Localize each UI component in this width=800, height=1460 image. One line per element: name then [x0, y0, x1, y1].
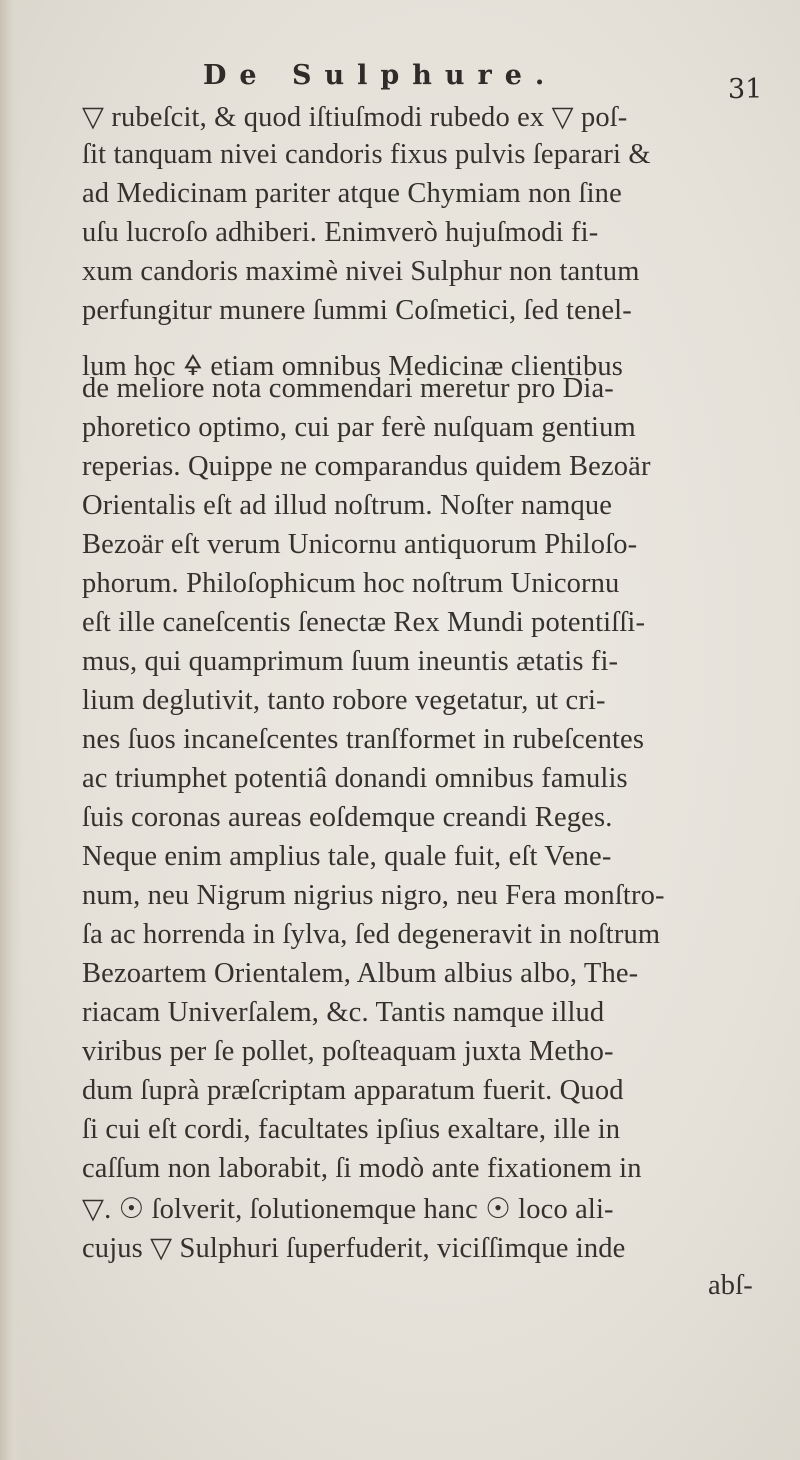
text-line: ſa ac horrenda in ſylva, ſed degeneravit in noſtrum [82, 919, 661, 950]
text-line: caſſum non laborabit, ſi modò ante fixationem in [82, 1153, 642, 1184]
text-line: lum hoc 🜍 etiam omnibus Medicinæ clientibus [82, 351, 624, 382]
text-line: phoretico optimo, cui par ferè nuſquam gentium [82, 412, 636, 443]
text-line: ac triumphet potentiâ donandi omnibus famulis [82, 763, 628, 794]
catchword: abſ- [708, 1270, 753, 1301]
binding-gutter-shadow [0, 0, 22, 1460]
text-line: dum ſuprà præſcriptam apparatum fuerit. Quod [82, 1075, 624, 1106]
text-line: Orientalis eſt ad illud noſtrum. Noſter namque [82, 490, 613, 521]
text-line: phorum. Philoſophicum hoc noſtrum Unicornu [82, 568, 620, 599]
text-line: reperias. Quippe ne comparandus quidem Bezoär [82, 451, 651, 482]
text-line: ▽. ☉ ſolverit, ſolutionemque hanc ☉ loco ali- [82, 1194, 614, 1225]
text-line: xum candoris maximè nivei Sulphur non tantum [82, 256, 640, 287]
text-line: num, neu Nigrum nigrius nigro, neu Fera monſtro- [82, 880, 665, 911]
text-line: perfungitur munere ſummi Coſmetici, ſed tenel- [82, 295, 632, 326]
text-line: ad Medicinam pariter atque Chymiam non ſine [82, 178, 622, 209]
text-line: cujus ▽ Sulphuri ſuperfuderit, viciſſimque inde [82, 1233, 626, 1264]
text-line: Neque enim amplius tale, quale fuit, eſt Vene- [82, 841, 612, 872]
text-line: ſit tanquam nivei candoris fixus pulvis ſeparari & [82, 139, 651, 170]
text-line: Bezoartem Orientalem, Album albius albo, The- [82, 958, 639, 989]
text-line: eſt ille caneſcentis ſenectæ Rex Mundi potentiſſi- [82, 607, 646, 638]
text-line: lium deglutivit, tanto robore vegetatur, ut cri- [82, 685, 606, 716]
text-line: nes ſuos incaneſcentes tranſformet in rubeſcentes [82, 724, 645, 755]
text-line: Bezoär eſt verum Unicornu antiquorum Philoſo- [82, 529, 638, 560]
running-title: De Sulphure. [203, 60, 558, 91]
running-head [0, 50, 800, 105]
text-line: de meliore nota commendari meretur pro Dia- [82, 373, 614, 404]
text-line: ſuis coronas aureas eoſdemque creandi Reges. [82, 802, 613, 833]
page-number: 31 [728, 74, 763, 105]
text-line: uſu lucroſo adhiberi. Enimverò hujuſmodi fi- [82, 217, 599, 248]
text-line: ▽ rubeſcit, & quod iſtiuſmodi rubedo ex ▽ poſ- [82, 102, 628, 133]
text-line: mus, qui quamprimum ſuum ineuntis ætatis fi- [82, 646, 619, 677]
text-line: riacam Univerſalem, &c. Tantis namque illud [82, 997, 605, 1028]
text-line: viribus per ſe pollet, poſteaquam juxta Metho- [82, 1036, 614, 1067]
text-line: ſi cui eſt cordi, facultates ipſius exaltare, ille in [82, 1114, 621, 1145]
